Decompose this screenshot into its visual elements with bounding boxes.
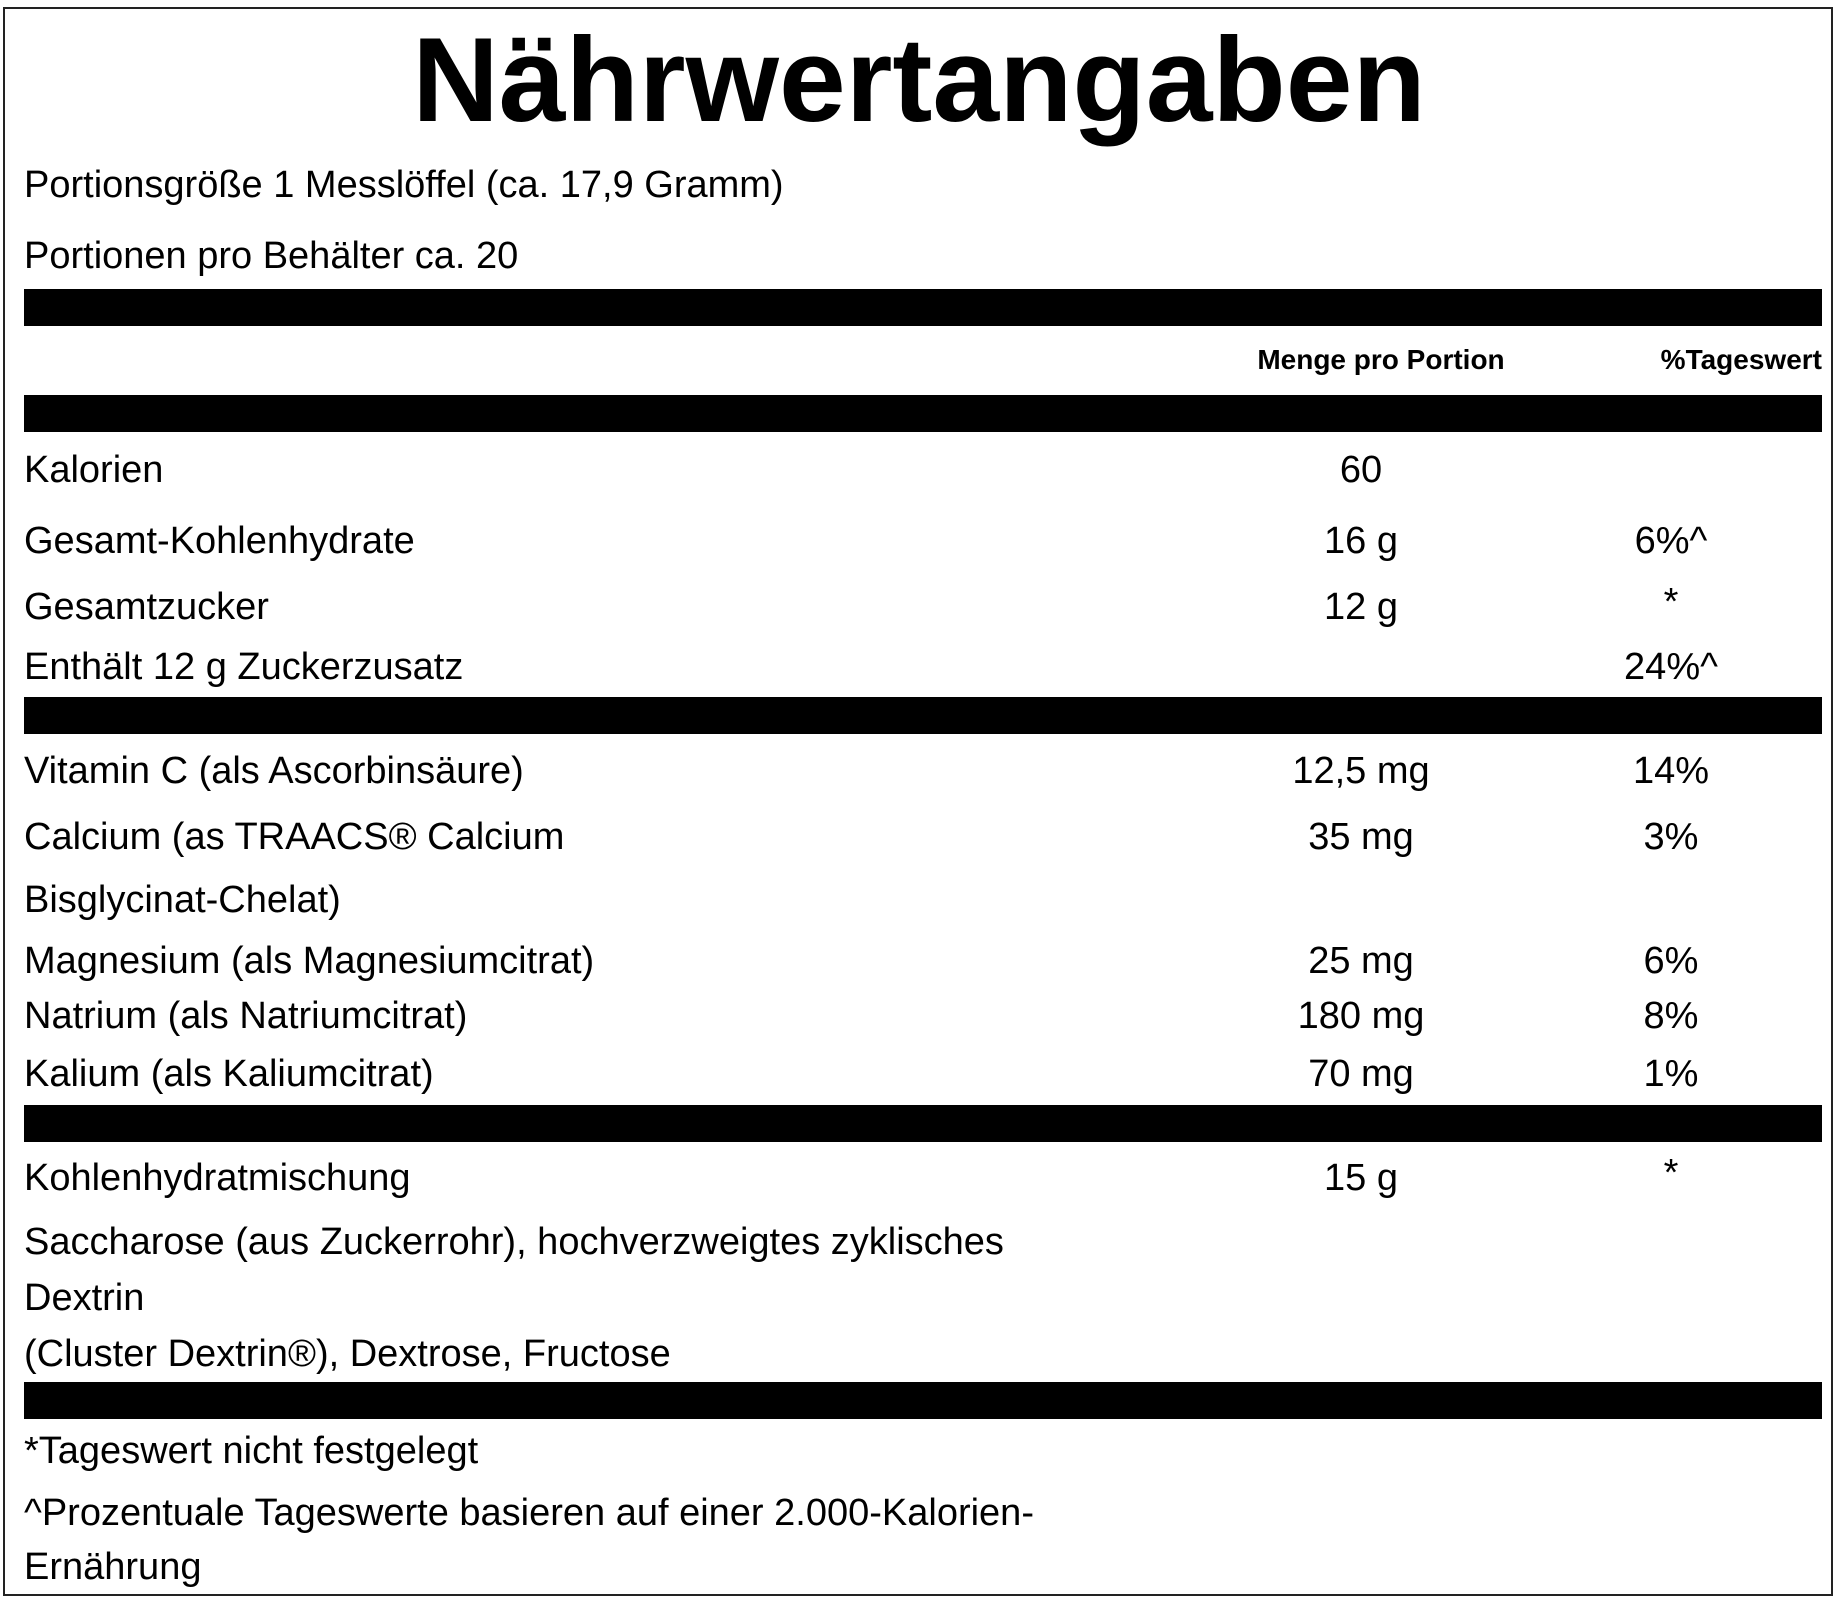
nutrient-label: Natrium (als Natriumcitrat) — [24, 995, 468, 1037]
footnote-calorie-basis: ^Prozentuale Tageswerte basieren auf einer 2.000-Kalorien- — [24, 1492, 1034, 1534]
blend-ingredients: Saccharose (aus Zuckerrohr), hochverzweigtes zyklisches — [24, 1221, 1004, 1263]
nutrient-amount: 25 mg — [1308, 940, 1414, 982]
nutrient-daily-value: 14% — [1632, 750, 1710, 792]
nutrient-label: Vitamin C (als Ascorbinsäure) — [24, 750, 524, 792]
nutrient-label: Gesamtzucker — [24, 586, 269, 628]
nutrient-amount: 12 g — [1324, 586, 1398, 628]
blend-ingredients: (Cluster Dextrin®), Dextrose, Fructose — [24, 1333, 671, 1375]
nutrient-label: Magnesium (als Magnesiumcitrat) — [24, 940, 595, 982]
nutrient-label: Kalorien — [24, 449, 164, 491]
nutrient-label: Bisglycinat-Chelat) — [24, 879, 341, 921]
nutrient-amount: 12,5 mg — [1292, 750, 1430, 792]
blend-label: Kohlenhydratmischung — [24, 1157, 411, 1199]
nutrient-daily-value: 6% — [1643, 940, 1699, 982]
blend-amount: 15 g — [1324, 1157, 1398, 1199]
nutrient-daily-value: 3% — [1643, 816, 1699, 858]
nutrient-daily-value: 1% — [1643, 1053, 1699, 1095]
blend-ingredients: Dextrin — [24, 1277, 145, 1319]
nutrient-daily-value: 24%^ — [1624, 646, 1718, 688]
nutrient-amount: 180 mg — [1297, 995, 1425, 1037]
footnote-daily-value: *Tageswert nicht festgelegt — [24, 1430, 479, 1472]
serving-size: Portionsgröße 1 Messlöffel (ca. 17,9 Gramm) — [24, 164, 784, 206]
nutrient-daily-value: 8% — [1643, 995, 1699, 1037]
nutrient-amount: 35 mg — [1308, 816, 1414, 858]
nutrient-label: Calcium (as TRAACS® Calcium — [24, 816, 565, 858]
column-header-daily-value: %Tageswert — [1660, 344, 1822, 375]
nutrient-amount: 16 g — [1324, 520, 1398, 562]
divider-bar — [24, 289, 1822, 326]
nutrient-label: Kalium (als Kaliumcitrat) — [24, 1053, 434, 1095]
divider-bar — [24, 697, 1822, 734]
footnote-calorie-basis: Ernährung — [24, 1546, 202, 1588]
nutrient-label: Enthält 12 g Zuckerzusatz — [24, 646, 464, 688]
nutrient-amount: 60 — [1339, 449, 1383, 491]
divider-bar — [24, 1382, 1822, 1419]
nutrient-daily-value: 6%^ — [1634, 520, 1708, 562]
blend-daily-value: * — [1663, 1152, 1679, 1194]
nutrient-amount: 70 mg — [1308, 1053, 1414, 1095]
nutrient-label: Gesamt-Kohlenhydrate — [24, 520, 415, 562]
column-header-amount: Menge pro Portion — [1257, 344, 1505, 375]
label-title: Nährwertangaben — [412, 13, 1426, 147]
divider-bar — [24, 1105, 1822, 1142]
divider-bar — [24, 395, 1822, 432]
servings-per-container: Portionen pro Behälter ca. 20 — [24, 235, 519, 277]
nutrient-daily-value: * — [1663, 581, 1679, 623]
